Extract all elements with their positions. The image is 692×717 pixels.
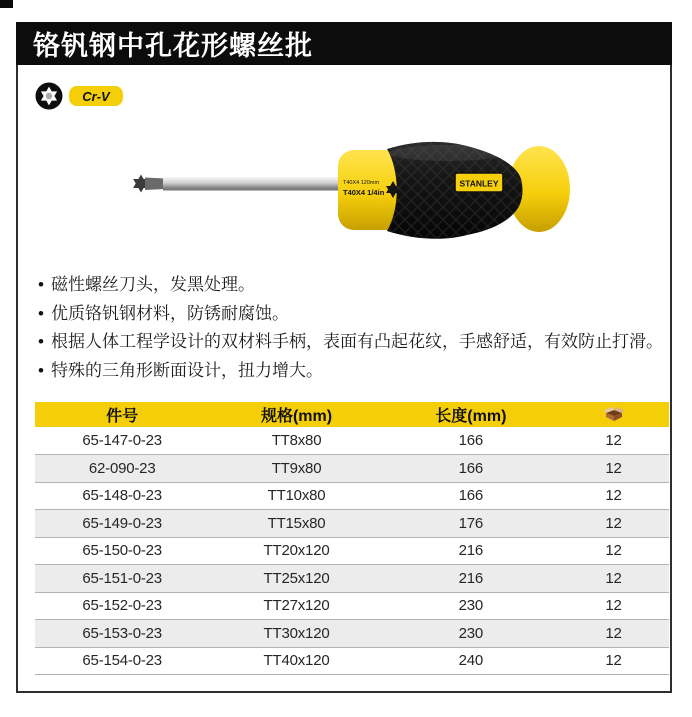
part-number-cell: 65-154-0-23 xyxy=(35,647,209,675)
length-cell: 216 xyxy=(384,565,558,593)
title-bar xyxy=(16,22,672,65)
spec-table xyxy=(35,402,669,675)
col-header-part-number: 件号 xyxy=(35,402,209,427)
table-row xyxy=(35,427,669,455)
feature-item: • 磁性螺丝刀头，发黑处理。 xyxy=(38,271,653,300)
length-cell: 166 xyxy=(384,427,558,455)
pack-qty-cell: 12 xyxy=(558,427,669,455)
feature-item: • 根据人体工程学设计的双材料手柄，表面有凸起花纹，手感舒适，有效防止打滑。 xyxy=(38,328,653,357)
torx-tip xyxy=(133,175,165,193)
table-row xyxy=(35,537,669,565)
part-number-cell: 65-149-0-23 xyxy=(35,510,209,538)
spec-cell: TT9x80 xyxy=(209,455,383,483)
pack-qty-cell: 12 xyxy=(558,620,669,648)
stanley-badge xyxy=(455,173,503,192)
table-row xyxy=(35,482,669,510)
product-image xyxy=(125,137,577,249)
spec-table-body xyxy=(35,427,669,675)
col-header-spec: 规格(mm) xyxy=(209,402,383,427)
spec-cell: TT40x120 xyxy=(209,647,383,675)
table-row xyxy=(35,620,669,648)
spec-cell: TT10x80 xyxy=(209,482,383,510)
collar-spec-line1: T40X4 120mm xyxy=(343,180,380,186)
table-row xyxy=(35,592,669,620)
length-cell: 166 xyxy=(384,482,558,510)
crv-badge-label: Cr-V xyxy=(82,88,110,104)
part-number-cell: 62-090-23 xyxy=(35,455,209,483)
carton-box-icon xyxy=(602,405,626,423)
part-number-cell: 65-150-0-23 xyxy=(35,537,209,565)
feature-item: • 优质铬钒钢材料，防锈耐腐蚀。 xyxy=(38,300,653,329)
length-cell: 216 xyxy=(384,537,558,565)
table-row xyxy=(35,455,669,483)
col-header-length: 长度(mm) xyxy=(384,402,558,427)
pack-qty-cell: 12 xyxy=(558,647,669,675)
pack-qty-cell: 12 xyxy=(558,565,669,593)
part-number-cell: 65-147-0-23 xyxy=(35,427,209,455)
scan-corner-mark xyxy=(0,0,13,8)
part-number-cell: 65-152-0-23 xyxy=(35,592,209,620)
pack-qty-cell: 12 xyxy=(558,482,669,510)
col-header-pack-qty xyxy=(558,402,669,427)
length-cell: 176 xyxy=(384,510,558,538)
torx-star-icon xyxy=(35,82,63,110)
pack-qty-cell: 12 xyxy=(558,537,669,565)
spec-cell: TT20x120 xyxy=(209,537,383,565)
length-cell: 166 xyxy=(384,455,558,483)
feature-item: • 特殊的三角形断面设计，扭力增大。 xyxy=(38,357,653,386)
page-title: 铬钒钢中孔花形螺丝批 xyxy=(33,31,313,61)
pack-qty-cell: 12 xyxy=(558,455,669,483)
spec-cell: TT27x120 xyxy=(209,592,383,620)
length-cell: 230 xyxy=(384,620,558,648)
spec-cell: TT25x120 xyxy=(209,565,383,593)
pack-qty-cell: 12 xyxy=(558,592,669,620)
spec-cell: TT8x80 xyxy=(209,427,383,455)
spec-cell: TT30x120 xyxy=(209,620,383,648)
table-row xyxy=(35,647,669,675)
spec-table-header xyxy=(35,402,669,427)
collar-spec-line2: T40X4 1/4in xyxy=(343,188,385,197)
part-number-cell: 65-151-0-23 xyxy=(35,565,209,593)
length-cell: 230 xyxy=(384,592,558,620)
feature-list xyxy=(38,271,663,385)
crv-badge xyxy=(69,86,123,106)
table-row xyxy=(35,510,669,538)
brand-label: STANLEY xyxy=(459,178,499,189)
length-cell: 240 xyxy=(384,647,558,675)
part-number-cell: 65-153-0-23 xyxy=(35,620,209,648)
pack-qty-cell: 12 xyxy=(558,510,669,538)
table-row xyxy=(35,565,669,593)
shaft xyxy=(163,177,345,191)
spec-cell: TT15x80 xyxy=(209,510,383,538)
content-box xyxy=(16,65,672,693)
part-number-cell: 65-148-0-23 xyxy=(35,482,209,510)
